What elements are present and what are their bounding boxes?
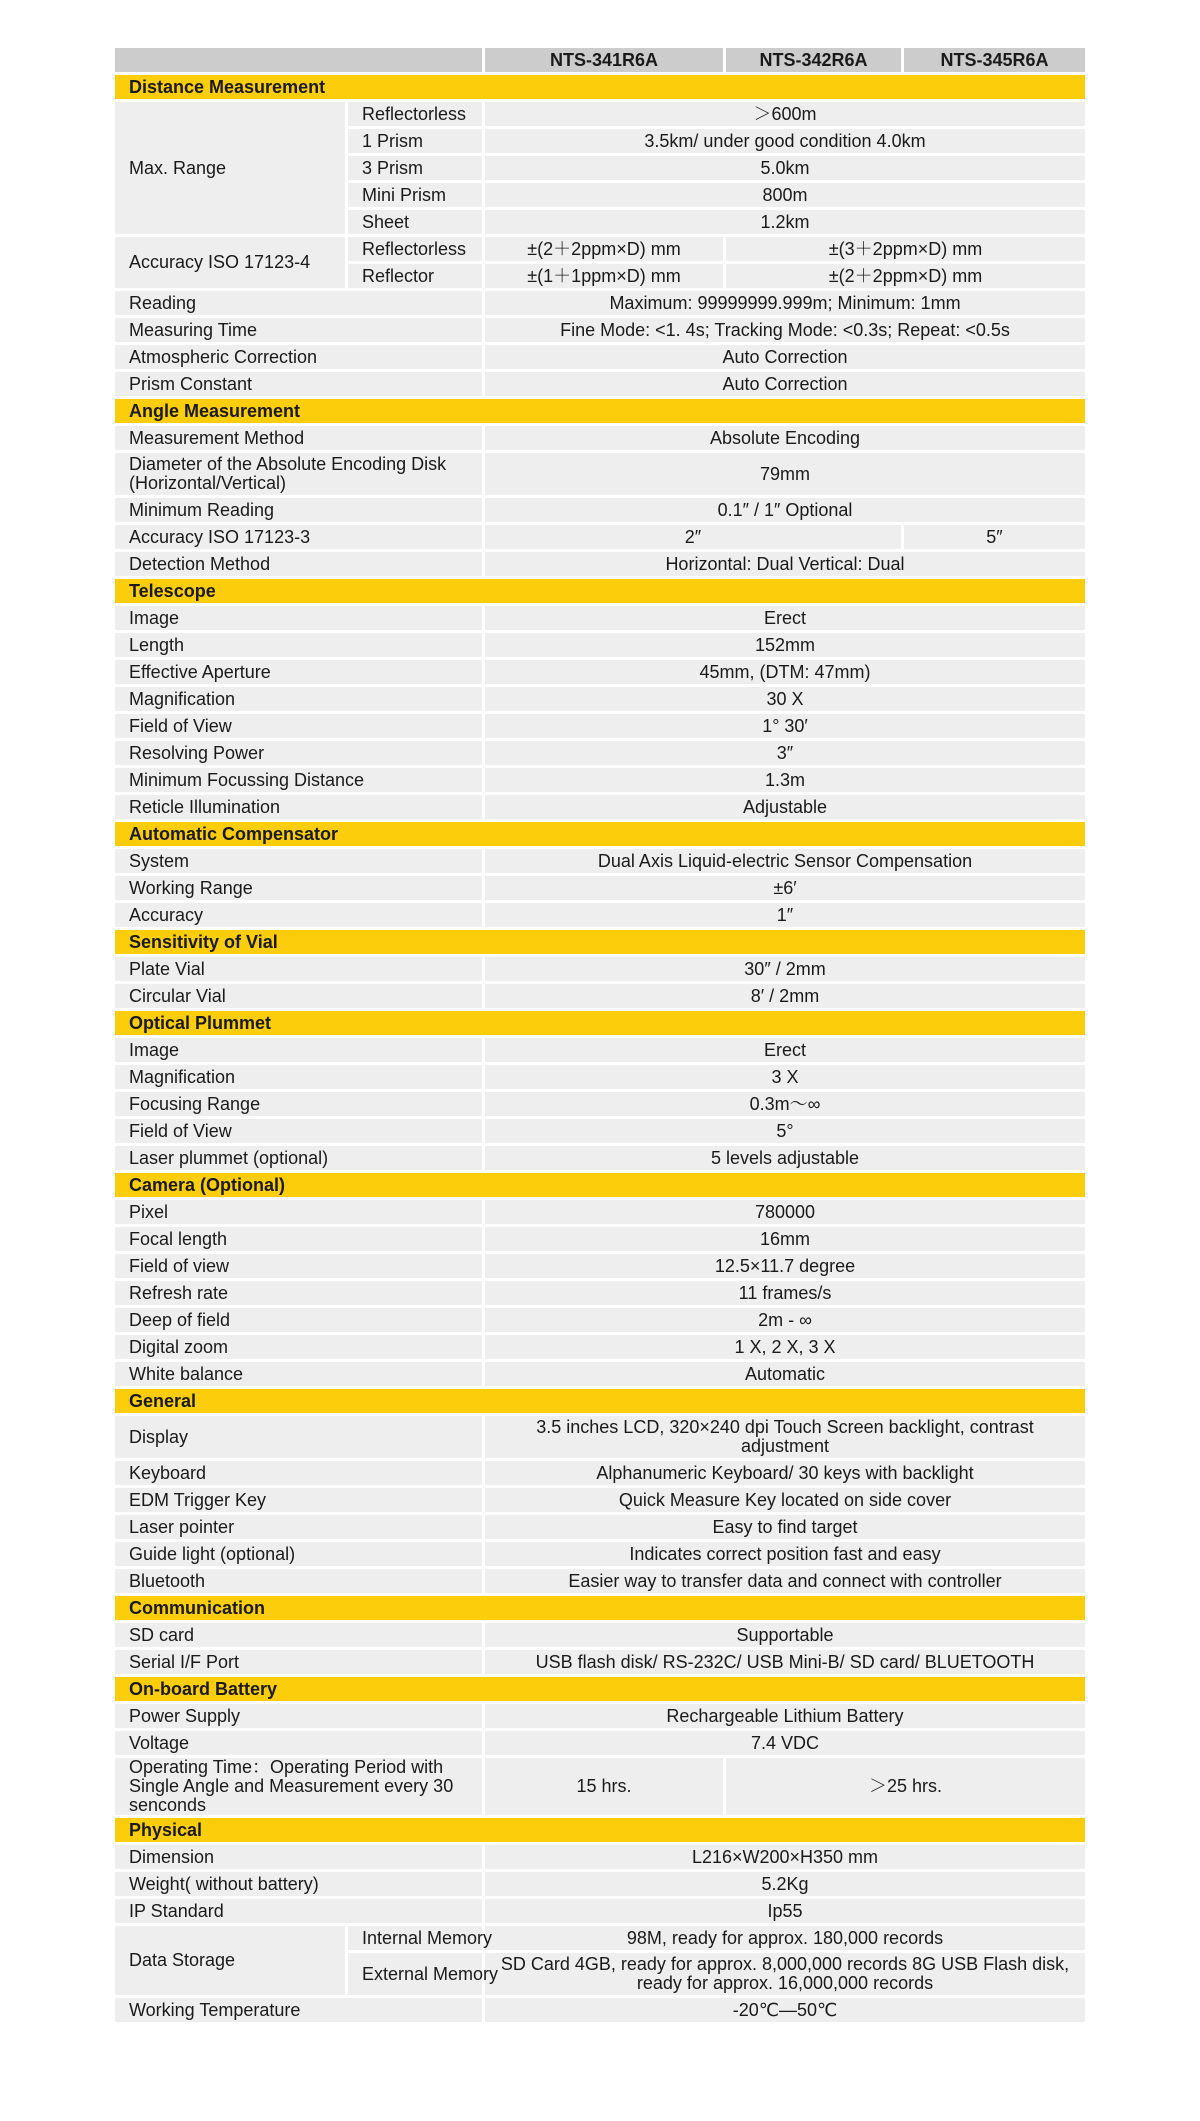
spec-label: Power Supply: [115, 1704, 482, 1728]
spec-value: -20℃—50℃: [482, 1998, 1085, 2022]
spec-label: Field of View: [115, 714, 482, 738]
spec-label: Display: [115, 1416, 482, 1458]
spec-row: [115, 1515, 1085, 1539]
section-title: Camera (Optional): [115, 1173, 1085, 1197]
spec-row: [115, 1872, 1085, 1896]
spec-label: Reticle Illumination: [115, 795, 482, 819]
spec-value: 0.1″ / 1″ Optional: [482, 498, 1085, 522]
spec-row: [115, 1308, 1085, 1332]
spec-row: [115, 453, 1085, 495]
spec-label: Serial I/F Port: [115, 1650, 482, 1674]
spec-row: [115, 1926, 1085, 1950]
spec-value: 1.2km: [482, 210, 1085, 234]
spec-label: IP Standard: [115, 1899, 482, 1923]
spec-label: System: [115, 849, 482, 873]
spec-sheet: [115, 45, 1085, 2025]
section-header-communication: [115, 1596, 1085, 1620]
spec-label: Working Temperature: [115, 1998, 482, 2022]
model-col-1: NTS-341R6A: [482, 48, 723, 72]
spec-label: Length: [115, 633, 482, 657]
spec-value: 79mm: [482, 453, 1085, 495]
section-title: Distance Measurement: [115, 75, 1085, 99]
spec-group-label: Max. Range: [115, 102, 345, 234]
spec-label: SD card: [115, 1623, 482, 1647]
spec-value: 5.0km: [482, 156, 1085, 180]
spec-value: Easier way to transfer data and connect with controller: [482, 1569, 1085, 1593]
spec-row: [115, 1704, 1085, 1728]
spec-sub-label: Reflectorless: [345, 237, 482, 261]
spec-label: Accuracy: [115, 903, 482, 927]
spec-label: Measuring Time: [115, 318, 482, 342]
spec-row: [115, 1227, 1085, 1251]
spec-value: 45mm, (DTM: 47mm): [482, 660, 1085, 684]
spec-sub-label: Reflector: [345, 264, 482, 288]
spec-value: 12.5×11.7 degree: [482, 1254, 1085, 1278]
spec-label: Image: [115, 1038, 482, 1062]
spec-row: [115, 498, 1085, 522]
spec-value: 8′ / 2mm: [482, 984, 1085, 1008]
spec-label: Minimum Reading: [115, 498, 482, 522]
spec-value: 152mm: [482, 633, 1085, 657]
section-title: Automatic Compensator: [115, 822, 1085, 846]
spec-row: [115, 1731, 1085, 1755]
spec-label: Voltage: [115, 1731, 482, 1755]
spec-value: Alphanumeric Keyboard/ 30 keys with backlight: [482, 1461, 1085, 1485]
spec-row: [115, 426, 1085, 450]
section-header-physical: [115, 1818, 1085, 1842]
spec-label: Magnification: [115, 1065, 482, 1089]
spec-value: Erect: [482, 1038, 1085, 1062]
spec-label: Atmospheric Correction: [115, 345, 482, 369]
spec-value: Dual Axis Liquid-electric Sensor Compensation: [482, 849, 1085, 873]
spec-row: [115, 345, 1085, 369]
spec-label: Minimum Focussing Distance: [115, 768, 482, 792]
spec-value: 1 X, 2 X, 3 X: [482, 1335, 1085, 1359]
spec-label: Field of View: [115, 1119, 482, 1143]
spec-row: [115, 318, 1085, 342]
spec-label: Accuracy ISO 17123-3: [115, 525, 482, 549]
spec-value: L216×W200×H350 mm: [482, 1845, 1085, 1869]
section-title: Communication: [115, 1596, 1085, 1620]
spec-row: [115, 660, 1085, 684]
spec-sub-label: Internal Memory: [345, 1926, 482, 1950]
spec-row: [115, 768, 1085, 792]
spec-value: Auto Correction: [482, 372, 1085, 396]
spec-sub-label: External Memory: [345, 1953, 482, 1995]
spec-value: ＞600m: [482, 102, 1085, 126]
spec-label: Field of view: [115, 1254, 482, 1278]
spec-row: [115, 1254, 1085, 1278]
section-title: Angle Measurement: [115, 399, 1085, 423]
section-header-telescope: [115, 579, 1085, 603]
spec-value: ±(2＋2ppm×D) mm: [482, 237, 723, 261]
spec-value: ±6′: [482, 876, 1085, 900]
spec-value: 780000: [482, 1200, 1085, 1224]
spec-value: Auto Correction: [482, 345, 1085, 369]
spec-row: [115, 1200, 1085, 1224]
spec-sub-label: Reflectorless: [345, 102, 482, 126]
spec-value: Quick Measure Key located on side cover: [482, 1488, 1085, 1512]
section-title: On-board Battery: [115, 1677, 1085, 1701]
section-title: Optical Plummet: [115, 1011, 1085, 1035]
section-header-distance-measurement: [115, 75, 1085, 99]
section-title: General: [115, 1389, 1085, 1413]
spec-row: [115, 1065, 1085, 1089]
spec-sub-label: Mini Prism: [345, 183, 482, 207]
spec-value: 15 hrs.: [482, 1758, 723, 1815]
section-header-sensitivity-of-vial: [115, 930, 1085, 954]
spec-row: [115, 1281, 1085, 1305]
spec-label: Circular Vial: [115, 984, 482, 1008]
spec-row: [115, 795, 1085, 819]
spec-row: [115, 1416, 1085, 1458]
section-title: Sensitivity of Vial: [115, 930, 1085, 954]
spec-label: Measurement Method: [115, 426, 482, 450]
header-blank-cell: [115, 48, 482, 72]
spec-label: Effective Aperture: [115, 660, 482, 684]
spec-label: Image: [115, 606, 482, 630]
spec-value: Maximum: 99999999.999m; Minimum: 1mm: [482, 291, 1085, 315]
spec-value: 3″: [482, 741, 1085, 765]
spec-value: 16mm: [482, 1227, 1085, 1251]
spec-value: Supportable: [482, 1623, 1085, 1647]
spec-row: [115, 957, 1085, 981]
spec-label: Digital zoom: [115, 1335, 482, 1359]
spec-label: Prism Constant: [115, 372, 482, 396]
spec-value: ±(1＋1ppm×D) mm: [482, 264, 723, 288]
spec-value: 98M, ready for approx. 180,000 records: [482, 1926, 1085, 1950]
spec-value: Horizontal: Dual Vertical: Dual: [482, 552, 1085, 576]
spec-value: 30″ / 2mm: [482, 957, 1085, 981]
spec-row: [115, 606, 1085, 630]
spec-label: Focusing Range: [115, 1092, 482, 1116]
spec-value: 30 X: [482, 687, 1085, 711]
spec-label: Magnification: [115, 687, 482, 711]
spec-value: Indicates correct position fast and easy: [482, 1542, 1085, 1566]
spec-label: Refresh rate: [115, 1281, 482, 1305]
spec-value: ±(2＋2ppm×D) mm: [723, 264, 1085, 288]
spec-row: [115, 1038, 1085, 1062]
model-col-3: NTS-345R6A: [901, 48, 1085, 72]
spec-label: Deep of field: [115, 1308, 482, 1332]
spec-row: [115, 291, 1085, 315]
spec-value: 2m - ∞: [482, 1308, 1085, 1332]
spec-row: [115, 1488, 1085, 1512]
spec-row: [115, 741, 1085, 765]
spec-row: [115, 1845, 1085, 1869]
spec-value: 800m: [482, 183, 1085, 207]
spec-label: Laser pointer: [115, 1515, 482, 1539]
spec-row: [115, 1362, 1085, 1386]
spec-value: 0.3m～∞: [482, 1092, 1085, 1116]
spec-label: EDM Trigger Key: [115, 1488, 482, 1512]
spec-label: Plate Vial: [115, 957, 482, 981]
spec-row: [115, 1335, 1085, 1359]
spec-value: 2″: [482, 525, 901, 549]
spec-row: [115, 714, 1085, 738]
spec-value: ＞25 hrs.: [723, 1758, 1085, 1815]
spec-value: 11 frames/s: [482, 1281, 1085, 1305]
spec-value: ±(3＋2ppm×D) mm: [723, 237, 1085, 261]
spec-sub-label: 1 Prism: [345, 129, 482, 153]
spec-value: Absolute Encoding: [482, 426, 1085, 450]
spec-value: Erect: [482, 606, 1085, 630]
spec-value: 3.5km/ under good condition 4.0km: [482, 129, 1085, 153]
spec-sub-label: Sheet: [345, 210, 482, 234]
spec-row: [115, 102, 1085, 126]
spec-label: Focal length: [115, 1227, 482, 1251]
spec-row: [115, 1542, 1085, 1566]
spec-value: SD Card 4GB, ready for approx. 8,000,000 records 8G USB Flash disk, ready for approx. 16,000,000 records: [482, 1953, 1085, 1995]
spec-label: Weight( without battery): [115, 1872, 482, 1896]
section-header-automatic-compensator: [115, 822, 1085, 846]
spec-row: [115, 849, 1085, 873]
spec-value: Ip55: [482, 1899, 1085, 1923]
spec-row: [115, 1092, 1085, 1116]
spec-value: 5″: [901, 525, 1085, 549]
spec-row: [115, 1461, 1085, 1485]
spec-row: [115, 903, 1085, 927]
spec-value: Fine Mode: <1. 4s; Tracking Mode: <0.3s; Repeat: <0.5s: [482, 318, 1085, 342]
spec-value: 5.2Kg: [482, 1872, 1085, 1896]
spec-group-label: Accuracy ISO 17123-4: [115, 237, 345, 288]
section-header-on-board-battery: [115, 1677, 1085, 1701]
spec-sub-label: 3 Prism: [345, 156, 482, 180]
section-title: Telescope: [115, 579, 1085, 603]
spec-label: Resolving Power: [115, 741, 482, 765]
spec-row: [115, 372, 1085, 396]
spec-row: [115, 1758, 1085, 1815]
spec-row: [115, 1650, 1085, 1674]
section-header-optical-plummet: [115, 1011, 1085, 1035]
spec-row: [115, 633, 1085, 657]
section-header-camera-optional: [115, 1173, 1085, 1197]
spec-value: 1° 30′: [482, 714, 1085, 738]
model-col-2: NTS-342R6A: [723, 48, 901, 72]
spec-label: Diameter of the Absolute Encoding Disk (Horizontal/Vertical): [115, 453, 482, 495]
model-header-row: [115, 48, 1085, 72]
spec-row: [115, 552, 1085, 576]
spec-row: [115, 1569, 1085, 1593]
spec-value: 5 levels adjustable: [482, 1146, 1085, 1170]
spec-label: Bluetooth: [115, 1569, 482, 1593]
spec-row: [115, 1899, 1085, 1923]
spec-label: Keyboard: [115, 1461, 482, 1485]
spec-value: Rechargeable Lithium Battery: [482, 1704, 1085, 1728]
spec-row: [115, 237, 1085, 261]
spec-row: [115, 525, 1085, 549]
spec-value: 1.3m: [482, 768, 1085, 792]
spec-value: 1″: [482, 903, 1085, 927]
spec-row: [115, 876, 1085, 900]
spec-label: Guide light (optional): [115, 1542, 482, 1566]
spec-row: [115, 687, 1085, 711]
spec-row: [115, 984, 1085, 1008]
spec-label: Pixel: [115, 1200, 482, 1224]
spec-label: Operating Time：Operating Period with Single Angle and Measurement every 30 senconds: [115, 1758, 482, 1815]
spec-row: [115, 1146, 1085, 1170]
spec-label: White balance: [115, 1362, 482, 1386]
spec-row: [115, 1623, 1085, 1647]
spec-value: 3 X: [482, 1065, 1085, 1089]
spec-label: Working Range: [115, 876, 482, 900]
spec-label: Detection Method: [115, 552, 482, 576]
spec-group-label: Data Storage: [115, 1926, 345, 1995]
spec-value: Easy to find target: [482, 1515, 1085, 1539]
spec-value: 7.4 VDC: [482, 1731, 1085, 1755]
spec-label: Laser plummet (optional): [115, 1146, 482, 1170]
section-header-general: [115, 1389, 1085, 1413]
spec-value: 3.5 inches LCD, 320×240 dpi Touch Screen backlight, contrast adjustment: [482, 1416, 1085, 1458]
section-header-angle-measurement: [115, 399, 1085, 423]
spec-table: [115, 45, 1085, 2025]
spec-value: 5°: [482, 1119, 1085, 1143]
spec-row: [115, 1998, 1085, 2022]
spec-label: Reading: [115, 291, 482, 315]
section-title: Physical: [115, 1818, 1085, 1842]
spec-value: Adjustable: [482, 795, 1085, 819]
spec-value: USB flash disk/ RS-232C/ USB Mini-B/ SD card/ BLUETOOTH: [482, 1650, 1085, 1674]
spec-row: [115, 1119, 1085, 1143]
spec-value: Automatic: [482, 1362, 1085, 1386]
spec-label: Dimension: [115, 1845, 482, 1869]
